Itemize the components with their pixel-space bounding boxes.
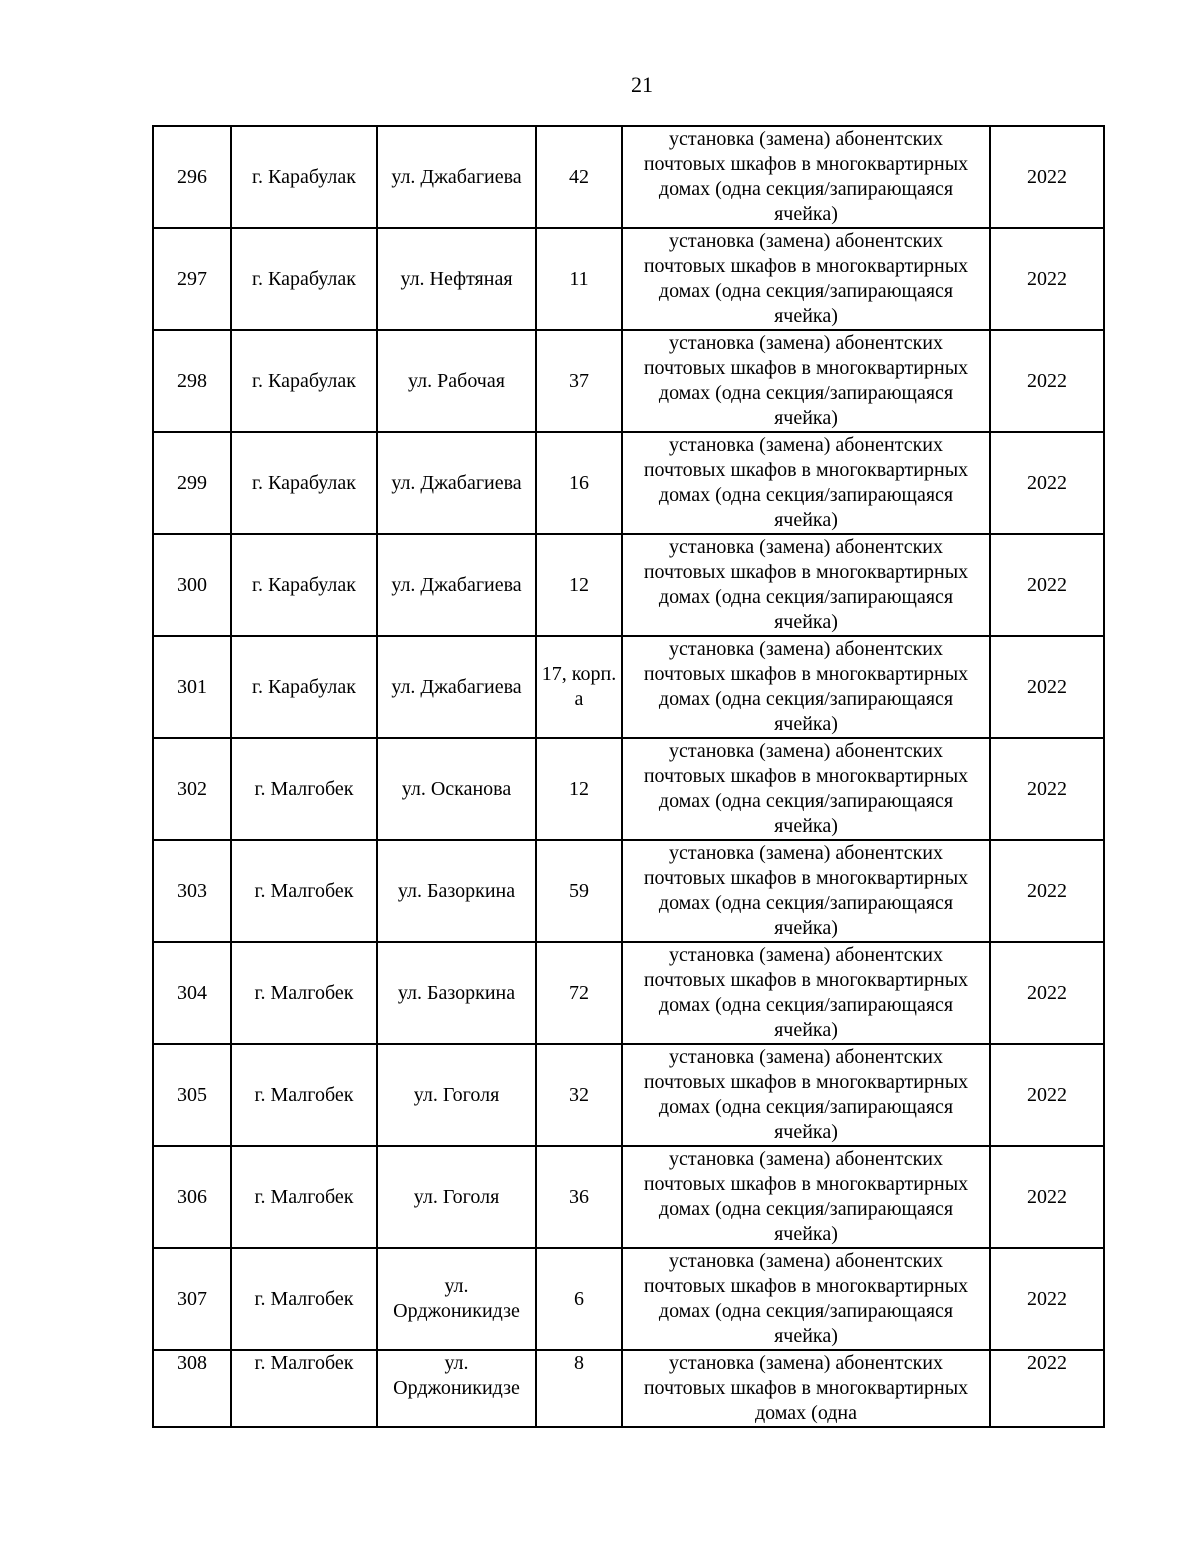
street-cell: ул. Базоркина: [377, 840, 536, 942]
street-cell: ул. Базоркина: [377, 942, 536, 1044]
table-row: [153, 942, 1104, 1044]
year-cell: 2022: [990, 228, 1104, 330]
table-row: [153, 1248, 1104, 1350]
house-number-cell: 8: [536, 1350, 622, 1427]
year-cell: 2022: [990, 1044, 1104, 1146]
city-cell: г. Карабулак: [231, 228, 377, 330]
year-cell: 2022: [990, 1146, 1104, 1248]
table-row: [153, 126, 1104, 228]
work-description-cell: установка (замена) абонентских почтовых шкафов в многоквартирных домах (одна секция/запирающаяся ячейка): [622, 1248, 990, 1350]
house-number-cell: 42: [536, 126, 622, 228]
street-cell: ул. Джабагиева: [377, 432, 536, 534]
work-description-cell: установка (замена) абонентских почтовых шкафов в многоквартирных домах (одна секция/запирающаяся ячейка): [622, 330, 990, 432]
table-row: [153, 1044, 1104, 1146]
city-cell: г. Малгобек: [231, 1350, 377, 1427]
year-cell: 2022: [990, 840, 1104, 942]
year-cell: 2022: [990, 126, 1104, 228]
house-number-cell: 36: [536, 1146, 622, 1248]
city-cell: г. Карабулак: [231, 534, 377, 636]
row-number-cell: 298: [153, 330, 231, 432]
work-description-cell: установка (замена) абонентских почтовых шкафов в многоквартирных домах (одна секция/запирающаяся ячейка): [622, 126, 990, 228]
house-number-cell: 37: [536, 330, 622, 432]
city-cell: г. Малгобек: [231, 1146, 377, 1248]
house-number-cell: 17, корп. а: [536, 636, 622, 738]
year-cell: 2022: [990, 636, 1104, 738]
house-number-cell: 12: [536, 738, 622, 840]
table-row: [153, 228, 1104, 330]
house-number-cell: 16: [536, 432, 622, 534]
row-number-cell: 307: [153, 1248, 231, 1350]
work-description-cell: установка (замена) абонентских почтовых шкафов в многоквартирных домах (одна секция/запирающаяся ячейка): [622, 1044, 990, 1146]
work-description-cell: установка (замена) абонентских почтовых шкафов в многоквартирных домах (одна: [622, 1350, 990, 1427]
street-cell: ул. Осканова: [377, 738, 536, 840]
year-cell: 2022: [990, 534, 1104, 636]
year-cell: 2022: [990, 1350, 1104, 1427]
street-cell: ул. Джабагиева: [377, 636, 536, 738]
house-number-cell: 72: [536, 942, 622, 1044]
table-row: [153, 1146, 1104, 1248]
city-cell: г. Карабулак: [231, 636, 377, 738]
city-cell: г. Карабулак: [231, 330, 377, 432]
city-cell: г. Малгобек: [231, 840, 377, 942]
row-number-cell: 299: [153, 432, 231, 534]
page-number: 21: [631, 72, 653, 97]
row-number-cell: 301: [153, 636, 231, 738]
house-number-cell: 12: [536, 534, 622, 636]
row-number-cell: 304: [153, 942, 231, 1044]
address-table: [152, 125, 1105, 1428]
year-cell: 2022: [990, 432, 1104, 534]
work-description-cell: установка (замена) абонентских почтовых шкафов в многоквартирных домах (одна секция/запирающаяся ячейка): [622, 1146, 990, 1248]
street-cell: ул. Джабагиева: [377, 534, 536, 636]
table-row: [153, 840, 1104, 942]
row-number-cell: 300: [153, 534, 231, 636]
year-cell: 2022: [990, 1248, 1104, 1350]
work-description-cell: установка (замена) абонентских почтовых шкафов в многоквартирных домах (одна секция/запирающаяся ячейка): [622, 534, 990, 636]
year-cell: 2022: [990, 942, 1104, 1044]
table-row: [153, 534, 1104, 636]
city-cell: г. Малгобек: [231, 942, 377, 1044]
street-cell: ул. Рабочая: [377, 330, 536, 432]
year-cell: 2022: [990, 330, 1104, 432]
street-cell: ул. Орджоникидзе: [377, 1248, 536, 1350]
row-number-cell: 303: [153, 840, 231, 942]
work-description-cell: установка (замена) абонентских почтовых шкафов в многоквартирных домах (одна секция/запирающаяся ячейка): [622, 636, 990, 738]
street-cell: ул. Нефтяная: [377, 228, 536, 330]
house-number-cell: 6: [536, 1248, 622, 1350]
row-number-cell: 297: [153, 228, 231, 330]
row-number-cell: 305: [153, 1044, 231, 1146]
street-cell: ул. Гоголя: [377, 1146, 536, 1248]
row-number-cell: 308: [153, 1350, 231, 1427]
work-description-cell: установка (замена) абонентских почтовых шкафов в многоквартирных домах (одна секция/запирающаяся ячейка): [622, 432, 990, 534]
street-cell: ул. Гоголя: [377, 1044, 536, 1146]
work-description-cell: установка (замена) абонентских почтовых шкафов в многоквартирных домах (одна секция/запирающаяся ячейка): [622, 840, 990, 942]
table-body: [153, 126, 1104, 1427]
house-number-cell: 32: [536, 1044, 622, 1146]
table-row: [153, 636, 1104, 738]
work-description-cell: установка (замена) абонентских почтовых шкафов в многоквартирных домах (одна секция/запирающаяся ячейка): [622, 942, 990, 1044]
table-row: [153, 330, 1104, 432]
street-cell: ул. Орджоникидзе: [377, 1350, 536, 1427]
table-row: [153, 1350, 1104, 1427]
work-description-cell: установка (замена) абонентских почтовых шкафов в многоквартирных домах (одна секция/запирающаяся ячейка): [622, 738, 990, 840]
street-cell: ул. Джабагиева: [377, 126, 536, 228]
row-number-cell: 306: [153, 1146, 231, 1248]
city-cell: г. Малгобек: [231, 1044, 377, 1146]
house-number-cell: 11: [536, 228, 622, 330]
city-cell: г. Карабулак: [231, 432, 377, 534]
city-cell: г. Малгобек: [231, 1248, 377, 1350]
row-number-cell: 296: [153, 126, 231, 228]
house-number-cell: 59: [536, 840, 622, 942]
row-number-cell: 302: [153, 738, 231, 840]
city-cell: г. Малгобек: [231, 738, 377, 840]
table-row: [153, 432, 1104, 534]
city-cell: г. Карабулак: [231, 126, 377, 228]
year-cell: 2022: [990, 738, 1104, 840]
table-row: [153, 738, 1104, 840]
work-description-cell: установка (замена) абонентских почтовых шкафов в многоквартирных домах (одна секция/запирающаяся ячейка): [622, 228, 990, 330]
